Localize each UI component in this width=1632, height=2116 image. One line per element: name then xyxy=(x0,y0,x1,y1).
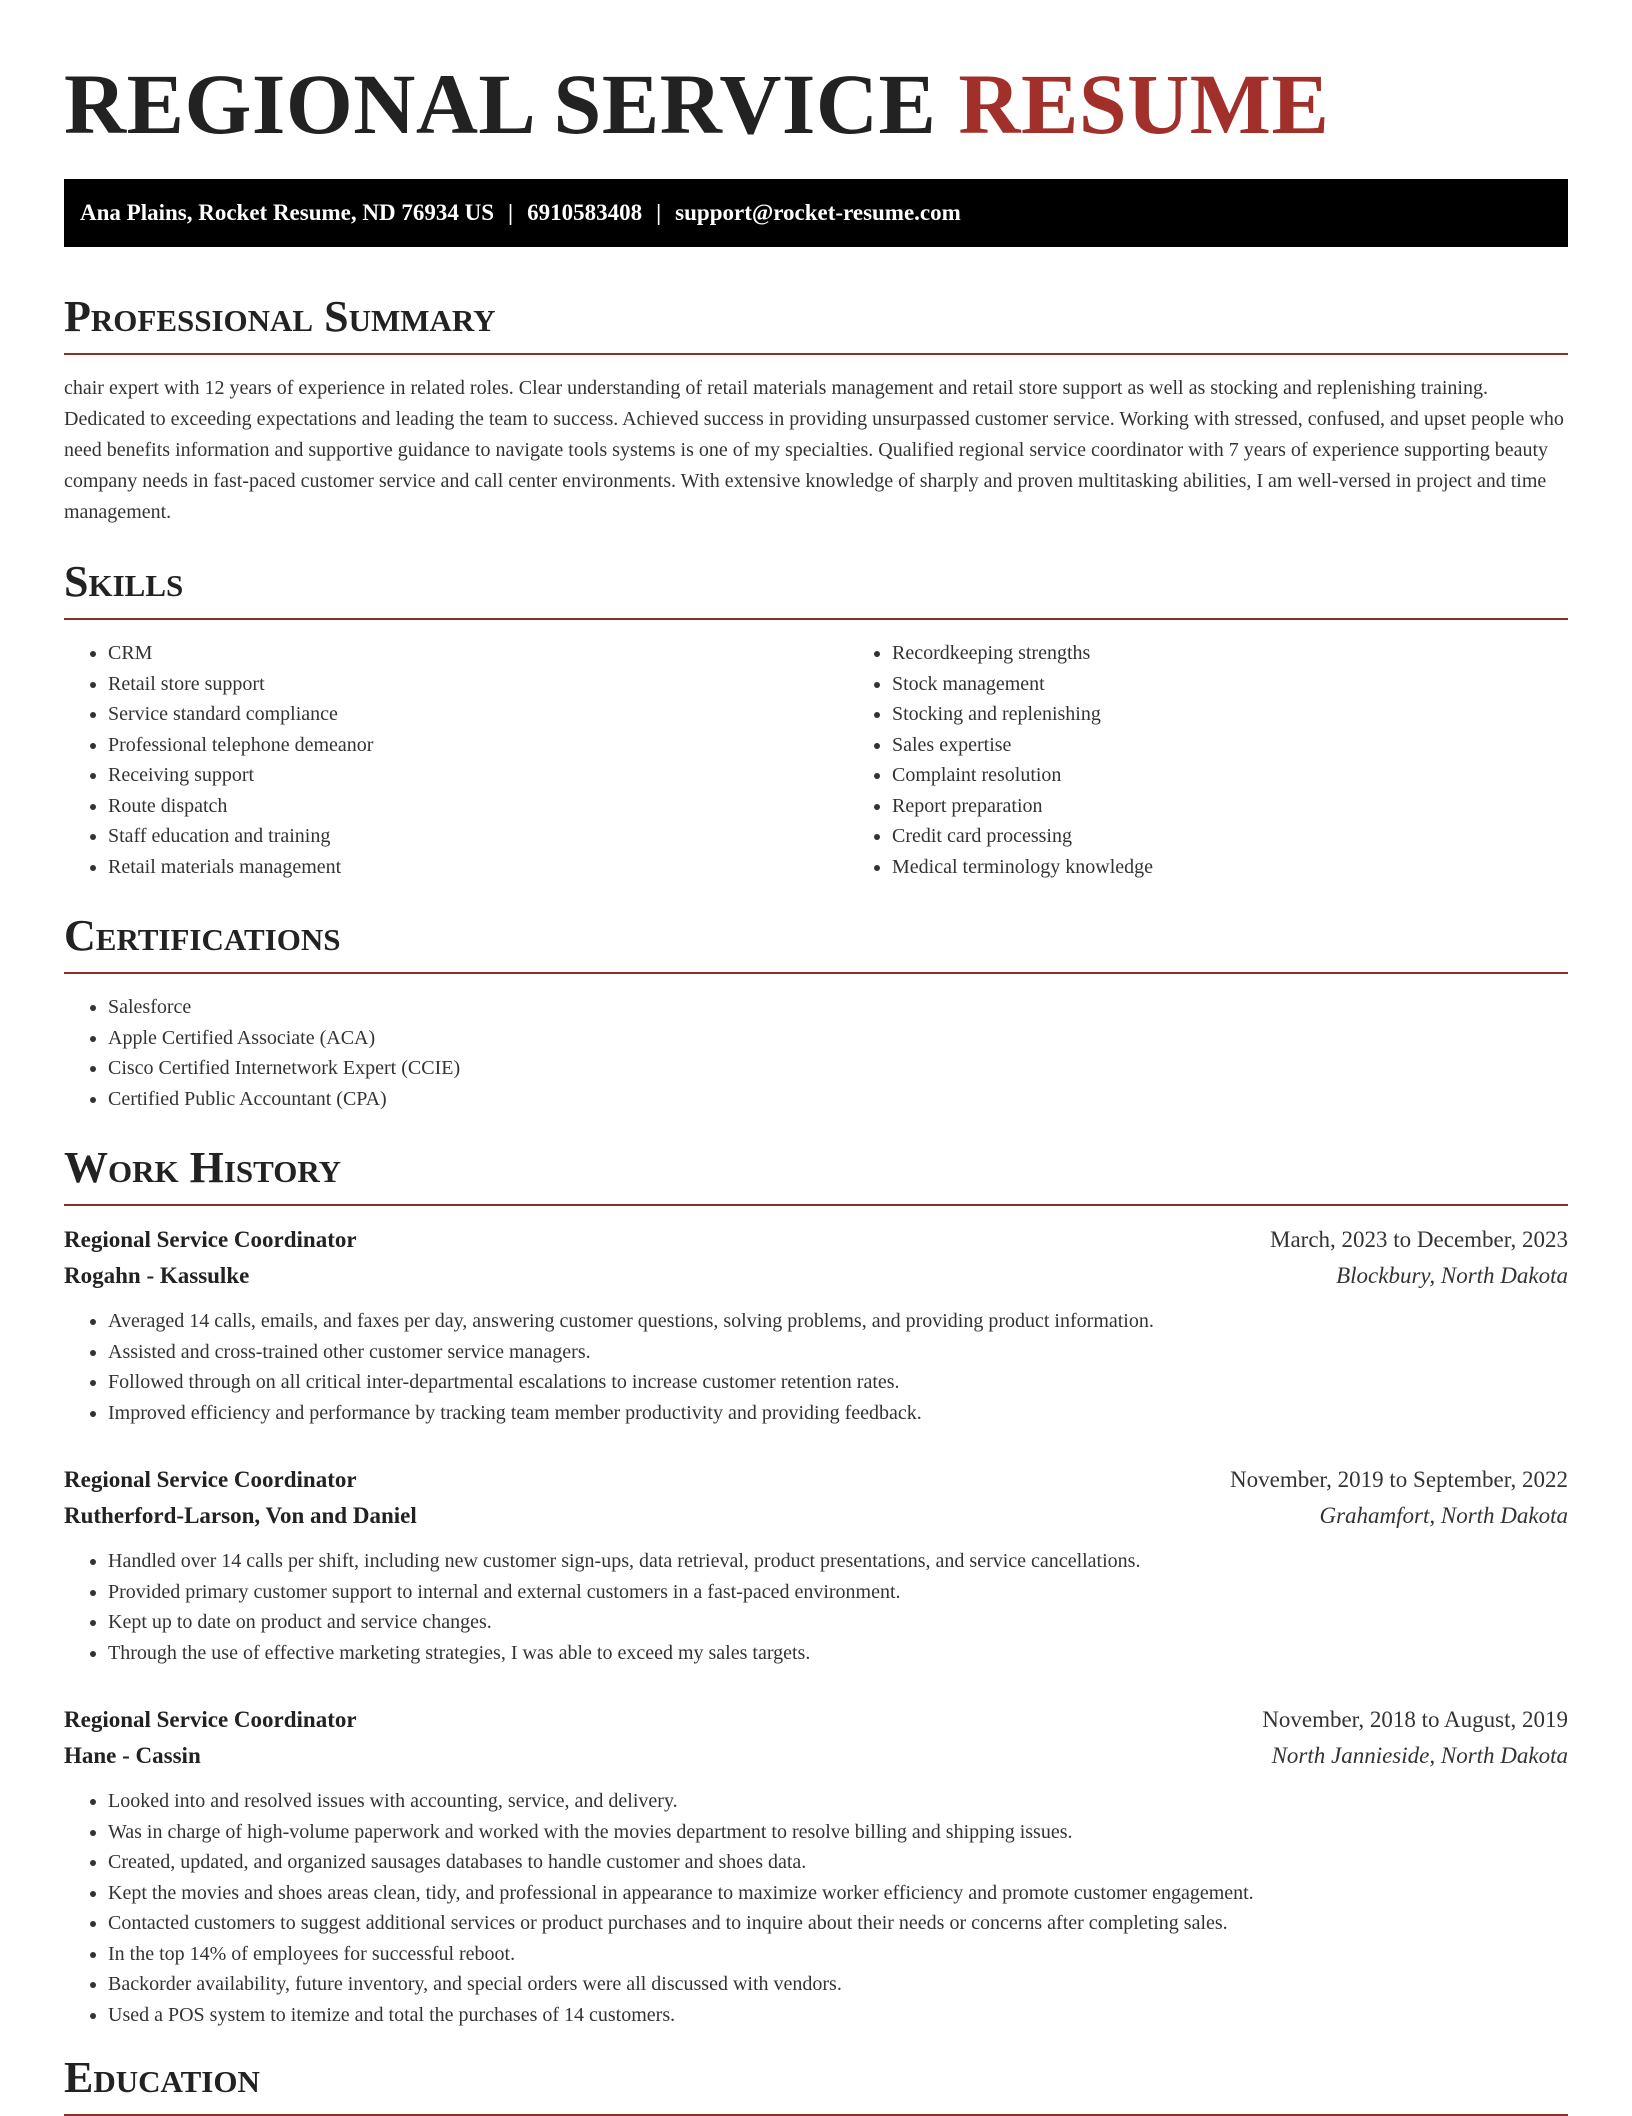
job-company: Rogahn - Kassulke xyxy=(64,1263,250,1288)
job-title: Regional Service Coordinator xyxy=(64,1467,357,1492)
job-dates: November, 2019 to September, 2022 xyxy=(1230,1467,1568,1492)
contact-separator: | xyxy=(656,200,662,225)
skill-item: • Route dispatch xyxy=(108,791,848,822)
certifications-list xyxy=(64,992,1568,1114)
job-bullet: • Provided primary customer support to internal and external customers in a fast-paced environment. xyxy=(108,1577,1568,1608)
job-header-row xyxy=(64,1462,1568,1498)
job-bullet: • Looked into and resolved issues with accounting, service, and delivery. xyxy=(108,1786,1568,1817)
job-header-row xyxy=(64,1702,1568,1738)
skill-item: • Complaint resolution xyxy=(892,760,1568,791)
job-dates: November, 2018 to August, 2019 xyxy=(1262,1707,1568,1732)
job-bullet: • Was in charge of high-volume paperwork and worked with the movies department to resolve billing and shipping issues. xyxy=(108,1817,1568,1848)
job-bullet: • Backorder availability, future inventory, and special orders were all discussed with vendors. xyxy=(108,1969,1568,2000)
job-bullet: • Kept up to date on product and service changes. xyxy=(108,1607,1568,1638)
job-bullet: • Created, updated, and organized sausages databases to handle customer and shoes data. xyxy=(108,1847,1568,1878)
job-bullet: • Handled over 14 calls per shift, including new customer sign-ups, data retrieval, product presentations, and service cancellations. xyxy=(108,1546,1568,1577)
summary-text: chair expert with 12 years of experience in related roles. Clear understanding of retail materials management and retail store support as well as stocking and replenishing training. Dedicated to exceeding expectations and leading the team to success. Achieved success in providing unsurpassed customer service. Working with stressed, confused, and upset people who need benefits information and supportive guidance to navigate tools systems is one of my specialties. Qualified regional service coordinator with 7 years of experience supporting beauty company needs in fast-paced customer service and call center environments. With extensive knowledge of sharply and proven multitasking abilities, I am well-versed in project and time management. xyxy=(64,377,1564,523)
job-entry xyxy=(64,1462,1568,1668)
job-bullet: • Improved efficiency and performance by tracking team member productivity and providing feedback. xyxy=(108,1398,1568,1429)
job-bullets xyxy=(64,1786,1568,2030)
job-bullets xyxy=(64,1546,1568,1668)
education-heading: Education xyxy=(64,2052,1568,2116)
job-title: Regional Service Coordinator xyxy=(64,1227,357,1252)
contact-separator: | xyxy=(508,200,514,225)
certification-item: • Apple Certified Associate (ACA) xyxy=(108,1023,1568,1054)
job-bullet: • Assisted and cross-trained other customer service managers. xyxy=(108,1337,1568,1368)
job-location: North Jannieside, North Dakota xyxy=(1271,1743,1568,1768)
skill-item: • Recordkeeping strengths xyxy=(892,638,1568,669)
skill-item: • Stocking and replenishing xyxy=(892,699,1568,730)
job-bullet: • Contacted customers to suggest additional services or product purchases and to inquire about their needs or concerns after completing sales. xyxy=(108,1908,1568,1939)
job-location: Grahamfort, North Dakota xyxy=(1319,1503,1568,1528)
job-bullet: • In the top 14% of employees for successful reboot. xyxy=(108,1939,1568,1970)
certification-item: • Cisco Certified Internetwork Expert (CCIE) xyxy=(108,1053,1568,1084)
job-company-row xyxy=(64,1498,1568,1534)
job-bullet: • Used a POS system to itemize and total the purchases of 14 customers. xyxy=(108,2000,1568,2031)
work-history-heading: Work History xyxy=(64,1142,1568,1206)
job-bullets xyxy=(64,1306,1568,1428)
skills-list-right xyxy=(848,638,1568,882)
skill-item: • Retail store support xyxy=(108,669,848,700)
job-entry xyxy=(64,1702,1568,2030)
contact-email[interactable]: support@rocket-resume.com xyxy=(675,200,961,225)
skills-list-left xyxy=(64,638,848,882)
title-main: REGIONAL SERVICE xyxy=(64,56,937,152)
skill-item: • Service standard compliance xyxy=(108,699,848,730)
job-bullet: • Averaged 14 calls, emails, and faxes per day, answering customer questions, solving problems, and providing product information. xyxy=(108,1306,1568,1337)
job-company-row xyxy=(64,1738,1568,1774)
certification-item: • Certified Public Accountant (CPA) xyxy=(108,1084,1568,1115)
skill-item: • Medical terminology knowledge xyxy=(892,852,1568,883)
certification-item: • Salesforce xyxy=(108,992,1568,1023)
certifications-heading: Certifications xyxy=(64,910,1568,974)
job-location: Blockbury, North Dakota xyxy=(1336,1263,1568,1288)
title-accent: RESUME xyxy=(958,56,1330,152)
job-company: Rutherford-Larson, Von and Daniel xyxy=(64,1503,417,1528)
contact-phone[interactable]: 6910583408 xyxy=(527,200,643,225)
job-bullet: • Through the use of effective marketing strategies, I was able to exceed my sales targets. xyxy=(108,1638,1568,1669)
skill-item: • Sales expertise xyxy=(892,730,1568,761)
summary-heading: Professional Summary xyxy=(64,291,1568,355)
skills-grid xyxy=(64,638,1568,882)
job-bullet: • Followed through on all critical inter-departmental escalations to increase customer retention rates. xyxy=(108,1367,1568,1398)
skill-item: • Credit card processing xyxy=(892,821,1568,852)
job-entry xyxy=(64,1222,1568,1428)
job-header-row xyxy=(64,1222,1568,1258)
skill-item: • Staff education and training xyxy=(108,821,848,852)
contact-bar xyxy=(64,179,1568,247)
job-title: Regional Service Coordinator xyxy=(64,1707,357,1732)
skill-item: • Stock management xyxy=(892,669,1568,700)
resume-title xyxy=(64,56,1568,152)
skill-item: • Report preparation xyxy=(892,791,1568,822)
job-company: Hane - Cassin xyxy=(64,1743,201,1768)
contact-address: Ana Plains, Rocket Resume, ND 76934 US xyxy=(80,200,494,225)
skill-item: • CRM xyxy=(108,638,848,669)
skill-item: • Receiving support xyxy=(108,760,848,791)
skill-item: • Retail materials management xyxy=(108,852,848,883)
job-company-row xyxy=(64,1258,1568,1294)
skill-item: • Professional telephone demeanor xyxy=(108,730,848,761)
job-dates: March, 2023 to December, 2023 xyxy=(1270,1227,1568,1252)
job-bullet: • Kept the movies and shoes areas clean, tidy, and professional in appearance to maximize worker efficiency and promote customer engagement. xyxy=(108,1878,1568,1909)
skills-heading: Skills xyxy=(64,556,1568,620)
